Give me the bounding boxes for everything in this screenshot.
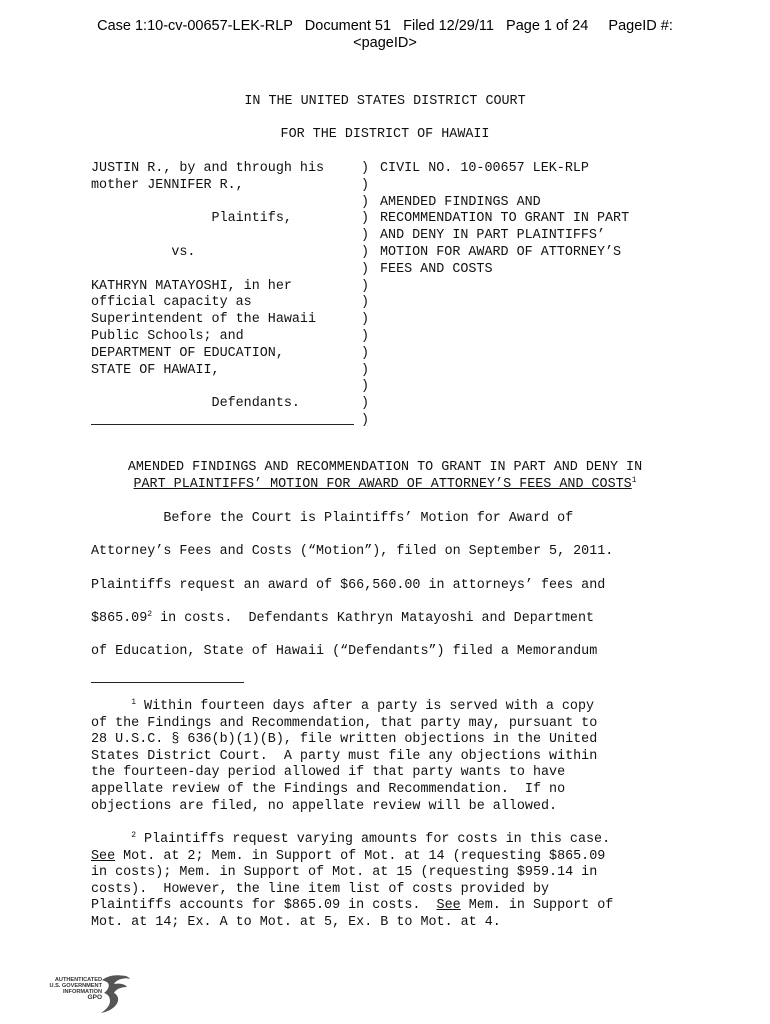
- body-text: $865.09: [91, 611, 148, 626]
- footnote-text: Within fourteen days after a party is served with a copy: [136, 699, 595, 714]
- paren: ): [361, 396, 370, 412]
- see-signal: See: [91, 848, 116, 864]
- footnote-line: objections are filed, no appellate review will be allowed.: [91, 798, 558, 814]
- caption-line: vs.: [91, 244, 196, 260]
- caption-parties: [91, 161, 324, 430]
- caption-line: [91, 413, 324, 430]
- eagle-icon: [98, 972, 132, 1016]
- body-line: Before the Court is Plaintiffs’ Motion for Award of: [91, 511, 574, 526]
- paren: ): [361, 211, 370, 227]
- caption-parentheses: [361, 161, 369, 430]
- logo-text: [42, 977, 102, 1001]
- paren: ): [361, 295, 370, 311]
- civil-number: CIVIL NO. 10-00657 LEK-RLP: [380, 161, 589, 176]
- footnote-text: Mem. in Support of: [460, 898, 614, 914]
- footnote-1: [91, 699, 597, 815]
- document-title-line: AND DENY IN PART PLAINTIFFS’: [380, 228, 605, 244]
- case-title-block: [380, 161, 629, 279]
- footnote-mark: 2: [131, 831, 136, 840]
- caption-line: Plaintifs,: [91, 211, 292, 227]
- doc-heading-line-1: AMENDED FINDINGS AND RECOMMENDATION TO GRANT IN PART AND DENY IN: [127, 460, 643, 475]
- gpo-authenticated-logo: [42, 972, 132, 1016]
- caption-line: STATE OF HAWAII,: [91, 362, 220, 378]
- caption-line: [91, 262, 324, 279]
- court-district: FOR THE DISTRICT OF HAWAII: [280, 127, 490, 142]
- caption-line: JUSTIN R., by and through his: [91, 161, 325, 176]
- body-line: of Education, State of Hawaii (“Defendants”) filed a Memorandum: [91, 644, 598, 659]
- paren: ): [361, 244, 370, 260]
- body-line: Plaintiffs request an award of $66,560.00 in attorneys’ fees and: [91, 578, 606, 593]
- caption-line: Public Schools; and: [91, 328, 244, 344]
- see-signal: See: [436, 898, 461, 914]
- doc-heading-text: PART PLAINTIFFS’ MOTION FOR AWARD OF ATTORNEY’S FEES AND COSTS: [133, 477, 632, 492]
- document-title-line: RECOMMENDATION TO GRANT IN PART: [380, 211, 630, 227]
- document-title-line: MOTION FOR AWARD OF ATTORNEY’S: [380, 244, 622, 260]
- footnote-line: in costs); Mem. in Support of Mot. at 15 (requesting $959.14 in: [91, 865, 598, 881]
- footnote-ref-2[interactable]: 2: [147, 610, 153, 619]
- footnote-line: [91, 832, 613, 849]
- caption-line: Superintendent of the Hawaii: [91, 312, 316, 328]
- footnote-text: Plaintiffs accounts for $865.09 in costs.: [91, 898, 437, 914]
- paren: ): [361, 345, 370, 361]
- footnote-line: [91, 699, 597, 716]
- caption-line: KATHRYN MATAYOSHI, in her: [91, 278, 292, 294]
- caption-line: [91, 195, 324, 212]
- footnote-text: Mot. at 2; Mem. in Support of Mot. at 14 (requesting $865.09: [115, 848, 606, 864]
- footnote-line: [91, 898, 613, 915]
- doc-heading-line-2: [0, 477, 770, 492]
- footnote-line: Mot. at 14; Ex. A to Mot. at 5, Ex. B to Mot. at 4.: [91, 914, 501, 930]
- paren: ): [361, 312, 370, 328]
- paren: ): [361, 228, 370, 244]
- caption-line: official capacity as: [91, 295, 252, 311]
- body-line: [91, 611, 594, 626]
- paren: ): [361, 412, 370, 428]
- caption-line: [91, 379, 324, 396]
- paren: ): [361, 278, 370, 294]
- page-id: <pageID>: [353, 35, 417, 51]
- footnote-line: [91, 849, 613, 866]
- body-line: Attorney’s Fees and Costs (“Motion”), filed on September 5, 2011.: [91, 544, 614, 559]
- footnote-mark: 1: [131, 698, 136, 707]
- caption-line: [380, 178, 629, 195]
- caption-line: [91, 228, 324, 245]
- footnote-2: [91, 832, 613, 932]
- footnote-separator: [91, 682, 244, 683]
- logo-line: U.S. GOVERNMENT: [49, 983, 102, 989]
- footnote-line: appellate review of the Findings and Recommendation. If no: [91, 781, 566, 797]
- document-title-line: FEES AND COSTS: [380, 261, 493, 277]
- case-header: [0, 18, 770, 52]
- footnote-line: the fourteen-day period allowed if that party wants to have: [91, 765, 566, 781]
- caption-line: DEPARTMENT OF EDUCATION,: [91, 345, 284, 361]
- footnote-line: of the Findings and Recommendation, that party may, pursuant to: [91, 715, 598, 731]
- caption-line: Defendants.: [91, 396, 300, 412]
- paren: ): [361, 328, 370, 344]
- caption-underline: [91, 424, 354, 425]
- logo-line: GPO: [87, 994, 102, 1001]
- paren: ): [361, 362, 370, 378]
- paren: ): [361, 261, 370, 277]
- caption-line: mother JENNIFER R.,: [91, 177, 244, 193]
- paren: ): [361, 177, 370, 193]
- footnote-line: costs). However, the line item list of costs provided by: [91, 881, 550, 897]
- body-text: in costs. Defendants Kathryn Matayoshi and Department: [152, 611, 595, 626]
- footnote-text: Plaintiffs request varying amounts for costs in this case.: [136, 832, 611, 847]
- footnote-line: 28 U.S.C. § 636(b)(1)(B), file written objections in the United: [91, 732, 598, 748]
- logo-line: INFORMATION: [62, 989, 102, 995]
- footnote-ref-1[interactable]: 1: [631, 476, 637, 485]
- document-title-line: AMENDED FINDINGS AND: [380, 194, 541, 210]
- court-name: IN THE UNITED STATES DISTRICT COURT: [244, 94, 526, 109]
- footnote-line: States District Court. A party must file any objections within: [91, 748, 598, 764]
- paren: ): [361, 379, 370, 395]
- paren: ): [361, 161, 370, 176]
- case-header-line: Case 1:10-cv-00657-LEK-RLP Document 51 Filed 12/29/11 Page 1 of 24 PageID #:: [97, 18, 673, 34]
- paren: ): [361, 194, 370, 210]
- logo-line: AUTHENTICATED: [54, 977, 102, 983]
